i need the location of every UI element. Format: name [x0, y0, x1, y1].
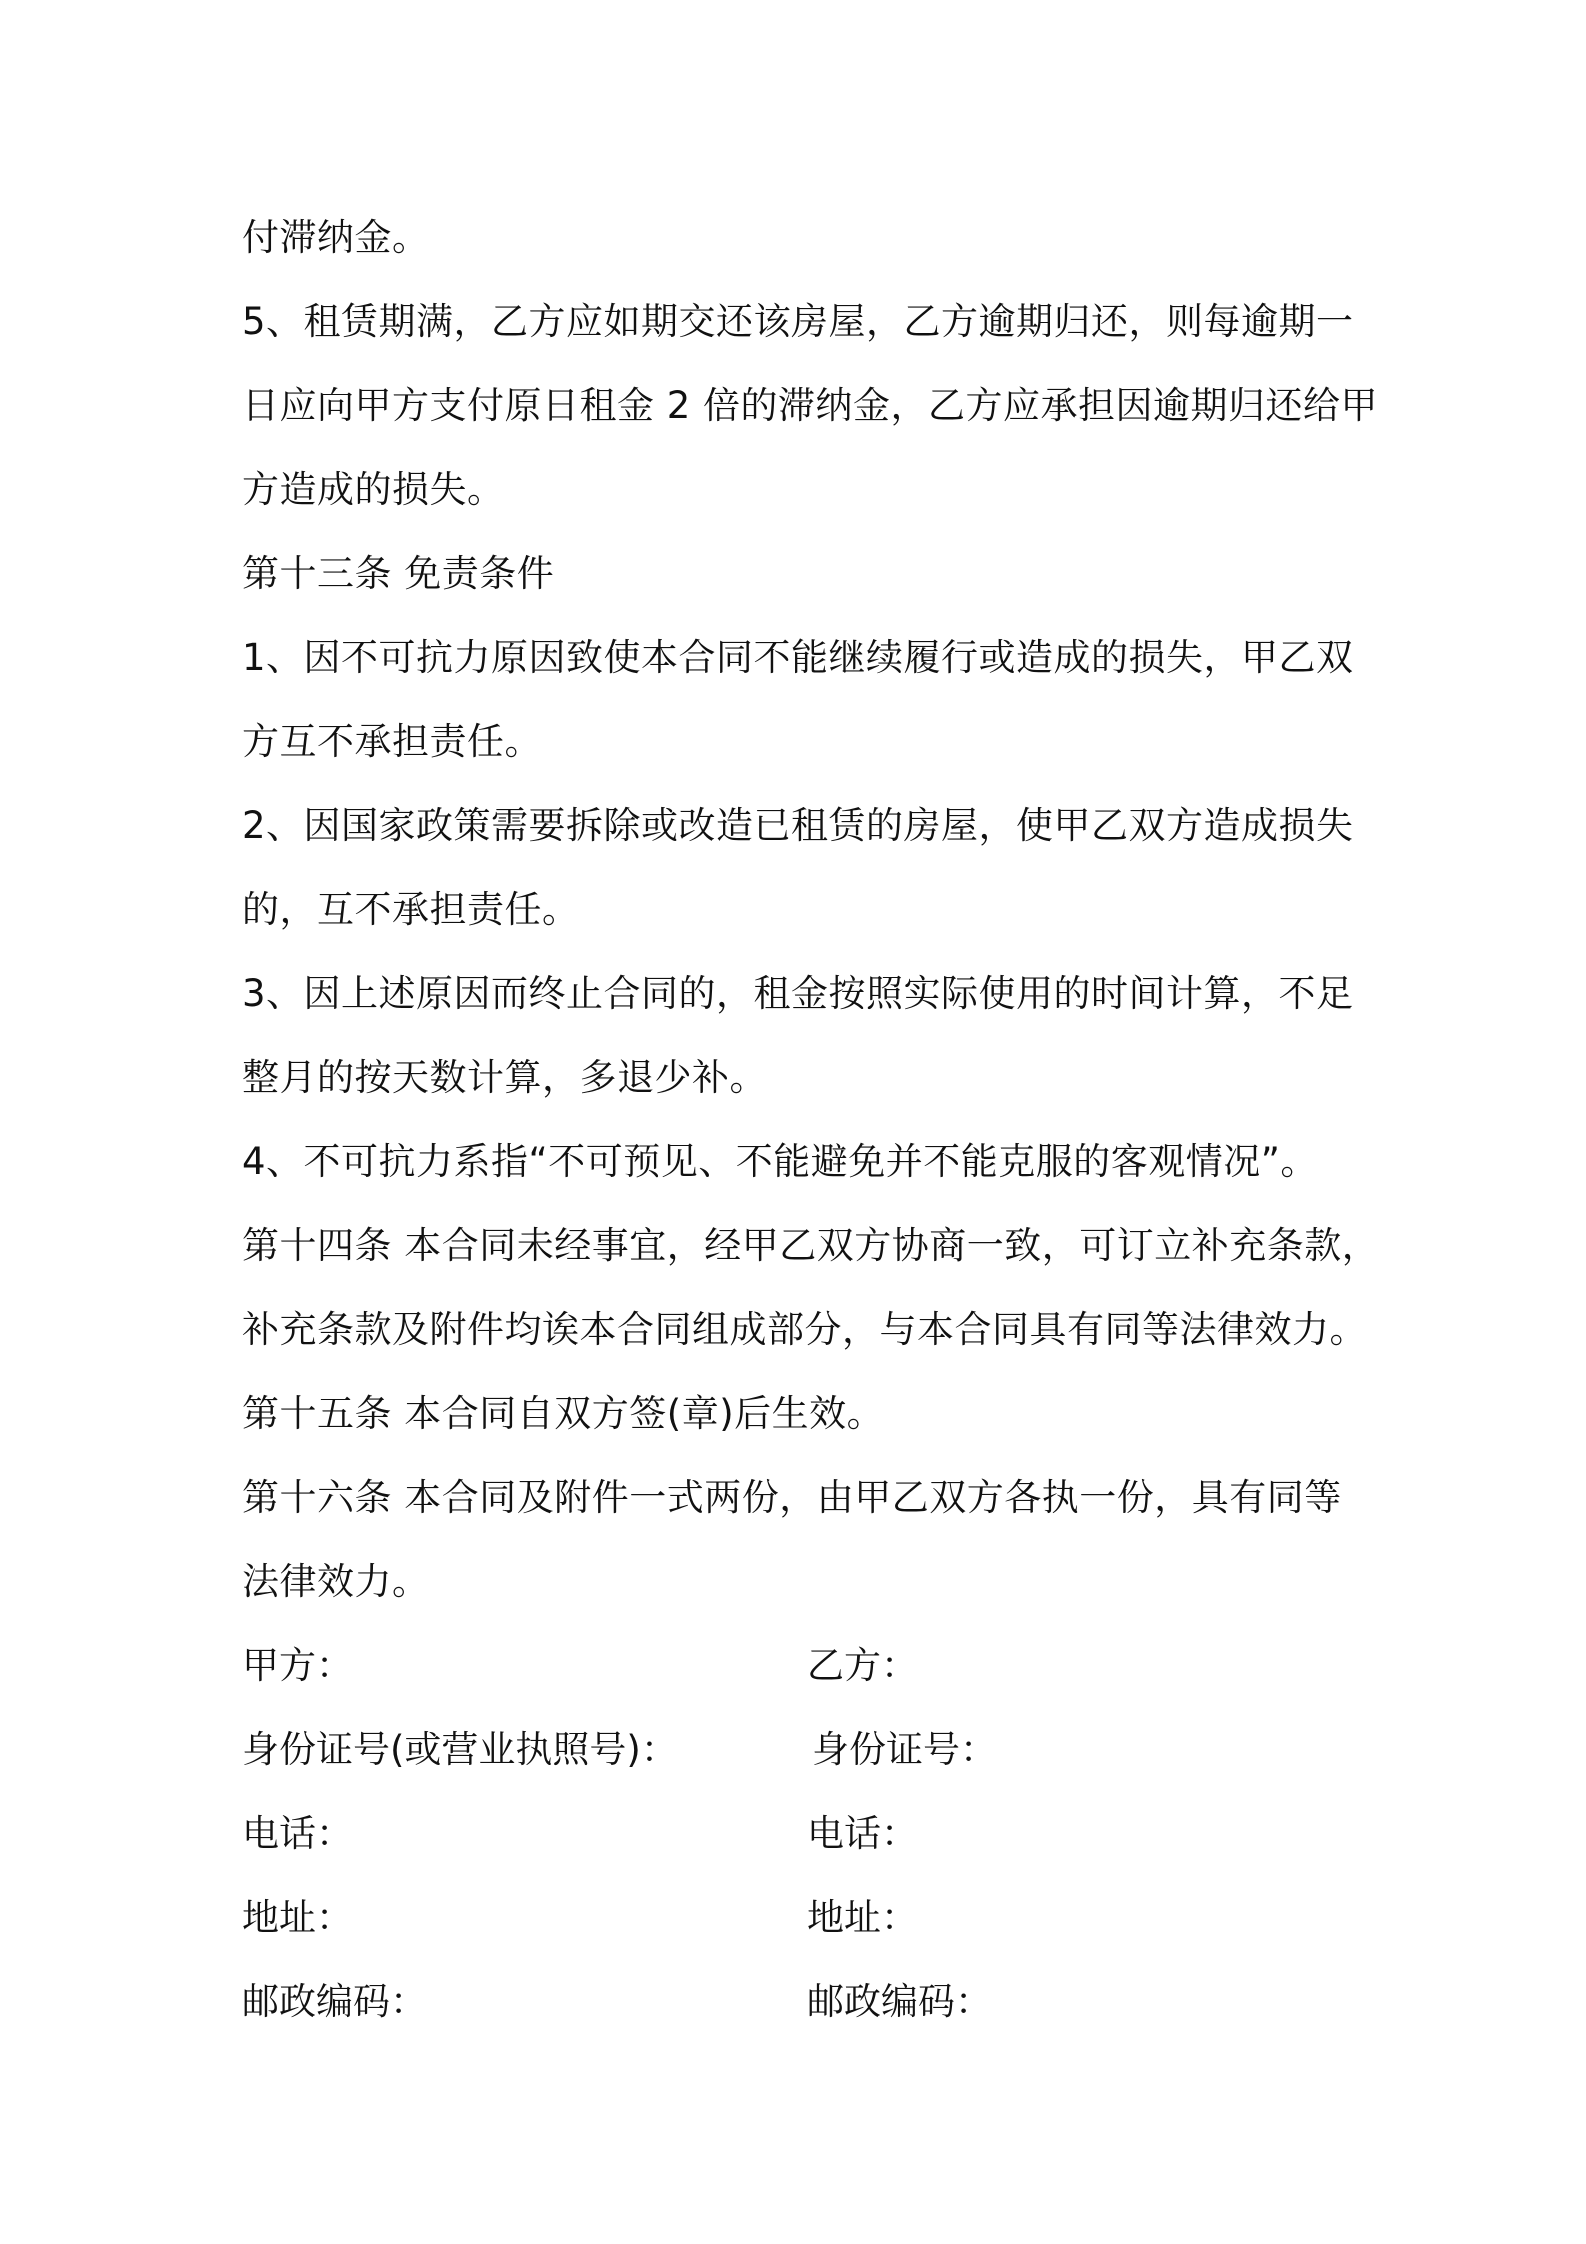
party-b-postcode-label: 邮政编码：: [807, 1980, 992, 2023]
text-line: 整月的按天数计算，多退少补。: [242, 1056, 767, 1099]
signature-row-phone: [242, 1792, 1372, 1876]
party-b-label: 乙方：: [807, 1644, 918, 1687]
party-a-id-label: 身份证号(或营业执照号)：: [242, 1728, 678, 1771]
article-heading: 第十三条 免责条件: [242, 552, 555, 595]
article-line: 第十四条 本合同未经事宜，经甲乙双方协商一致，可订立补充条款，: [242, 1224, 1380, 1267]
text-line: 5、租赁期满，乙方应如期交还该房屋，乙方逾期归还，则每逾期一: [242, 300, 1354, 343]
text-line: 4、不可抗力系指“不可预见、不能避免并不能克服的客观情况”。: [242, 1140, 1318, 1183]
signature-row-address: [242, 1876, 1372, 1960]
text-line: 3、因上述原因而终止合同的，租金按照实际使用的时间计算，不足: [242, 972, 1354, 1015]
text-line: 付滞纳金。: [242, 216, 430, 259]
text-line: 2、因国家政策需要拆除或改造已租赁的房屋，使甲乙双方造成损失: [242, 804, 1354, 847]
party-a-label: 甲方：: [242, 1644, 353, 1687]
text-line: 方造成的损失。: [242, 468, 505, 511]
text-line: 的，互不承担责任。: [242, 888, 580, 931]
signature-row-postcode: [242, 1960, 1372, 2044]
article-line: 第十六条 本合同及附件一式两份，由甲乙双方各执一份，具有同等: [242, 1476, 1342, 1519]
party-a-address-label: 地址：: [242, 1896, 353, 1939]
party-a-phone-label: 电话：: [242, 1812, 353, 1855]
party-b-phone-label: 电话：: [807, 1812, 918, 1855]
party-b-address-label: 地址：: [807, 1896, 918, 1939]
text-line: 法律效力。: [242, 1560, 430, 1603]
text-line: 补充条款及附件均诶本合同组成部分，与本合同具有同等法律效力。: [242, 1308, 1367, 1351]
party-a-postcode-label: 邮政编码：: [242, 1980, 427, 2023]
party-b-id-label: 身份证号：: [812, 1728, 997, 1771]
document-body: [242, 196, 1380, 2044]
signature-row-party: [242, 1624, 1372, 1708]
article-line: 第十五条 本合同自双方签(章)后生效。: [242, 1392, 885, 1435]
text-line: 1、因不可抗力原因致使本合同不能继续履行或造成的损失，甲乙双: [242, 636, 1354, 679]
signature-row-id: [242, 1708, 1372, 1792]
text-line: 日应向甲方支付原日租金 2 倍的滞纳金，乙方应承担因逾期归还给甲: [242, 384, 1379, 427]
text-line: 方互不承担责任。: [242, 720, 542, 763]
